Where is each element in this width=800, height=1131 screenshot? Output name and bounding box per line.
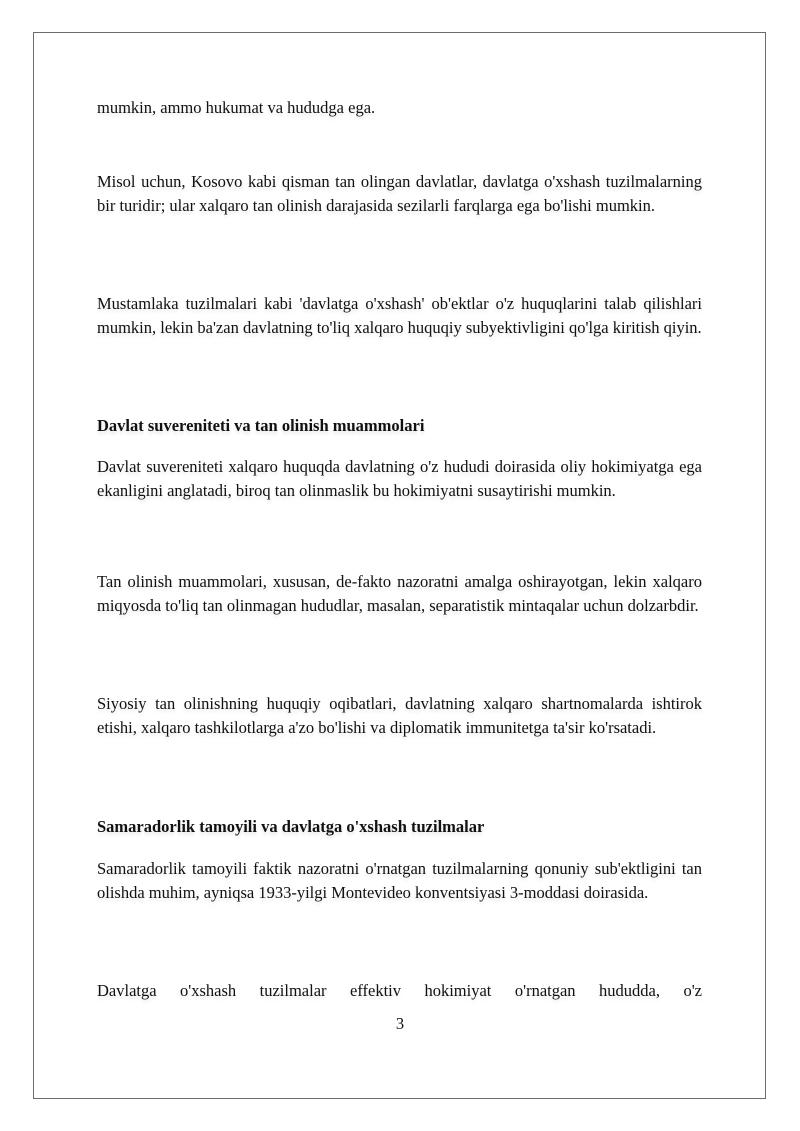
paragraph-recognition: Tan olinish muammolari, xususan, de-fakto nazoratni amalga oshirayotgan, lekin xalqaro miqyosda to'liq tan olinmagan hududlar, masalan, separatistik mintaqalar uchun dolzarbdir. [97, 572, 702, 615]
paragraph-kosovo: Misol uchun, Kosovo kabi qisman tan olingan davlatlar, davlatga o'xshash tuzilmalarning bir turidir; ular xalqaro tan olinish darajasida sezilarli farqlarga ega bo'lishi mumkin. [97, 172, 702, 215]
paragraph-continuation: mumkin, ammo hukumat va hududga ega. [97, 98, 376, 117]
block-2 [97, 292, 702, 340]
paragraph-state-like: Davlatga o'xshash tuzilmalar effektiv hokimiyat o'rnatgan hududda, o'z [97, 981, 702, 1000]
block-1 [97, 170, 702, 218]
paragraph-effectiveness: Samaradorlik tamoyili faktik nazoratni o'rnatgan tuzilmalarning qonuniy sub'ektligini tan olishda muhim, ayniqsa 1933-yilgi Montevideo konventsiyasi 3-moddasi doirasida. [97, 859, 702, 902]
block-7 [97, 815, 702, 839]
block-6 [97, 692, 702, 740]
paragraph-colonial: Mustamlaka tuzilmalari kabi 'davlatga o'xshash' ob'ektlar o'z huquqlarini talab qilishlari mumkin, lekin ba'zan davlatning to'liq xalqaro huquqiy subyektivligini qo'lga kiritish qiyin. [97, 294, 702, 337]
block-9 [97, 979, 702, 1003]
page-number: 3 [395, 1014, 405, 1033]
section-heading-effectiveness: Samaradorlik tamoyili va davlatga o'xshash tuzilmalar [97, 817, 485, 836]
block-8 [97, 857, 702, 905]
paragraph-consequences: Siyosiy tan olinishning huquqiy oqibatlari, davlatning xalqaro shartnomalarda ishtirok etishi, xalqaro tashkilotlarga a'zo bo'lishi va diplomatik immunitetga ta'sir ko'rsatadi. [97, 694, 702, 737]
block-3 [97, 414, 702, 438]
paragraph-sovereignty: Davlat suvereniteti xalqaro huquqda davlatning o'z hududi doirasida oliy hokimiyatga ega ekanligini anglatadi, biroq tan olinmaslik bu hokimiyatni susaytirishi mumkin. [97, 457, 702, 500]
block-0 [97, 96, 702, 120]
section-heading-sovereignty: Davlat suvereniteti va tan olinish muammolari [97, 416, 425, 435]
block-5 [97, 570, 702, 618]
block-4 [97, 455, 702, 503]
